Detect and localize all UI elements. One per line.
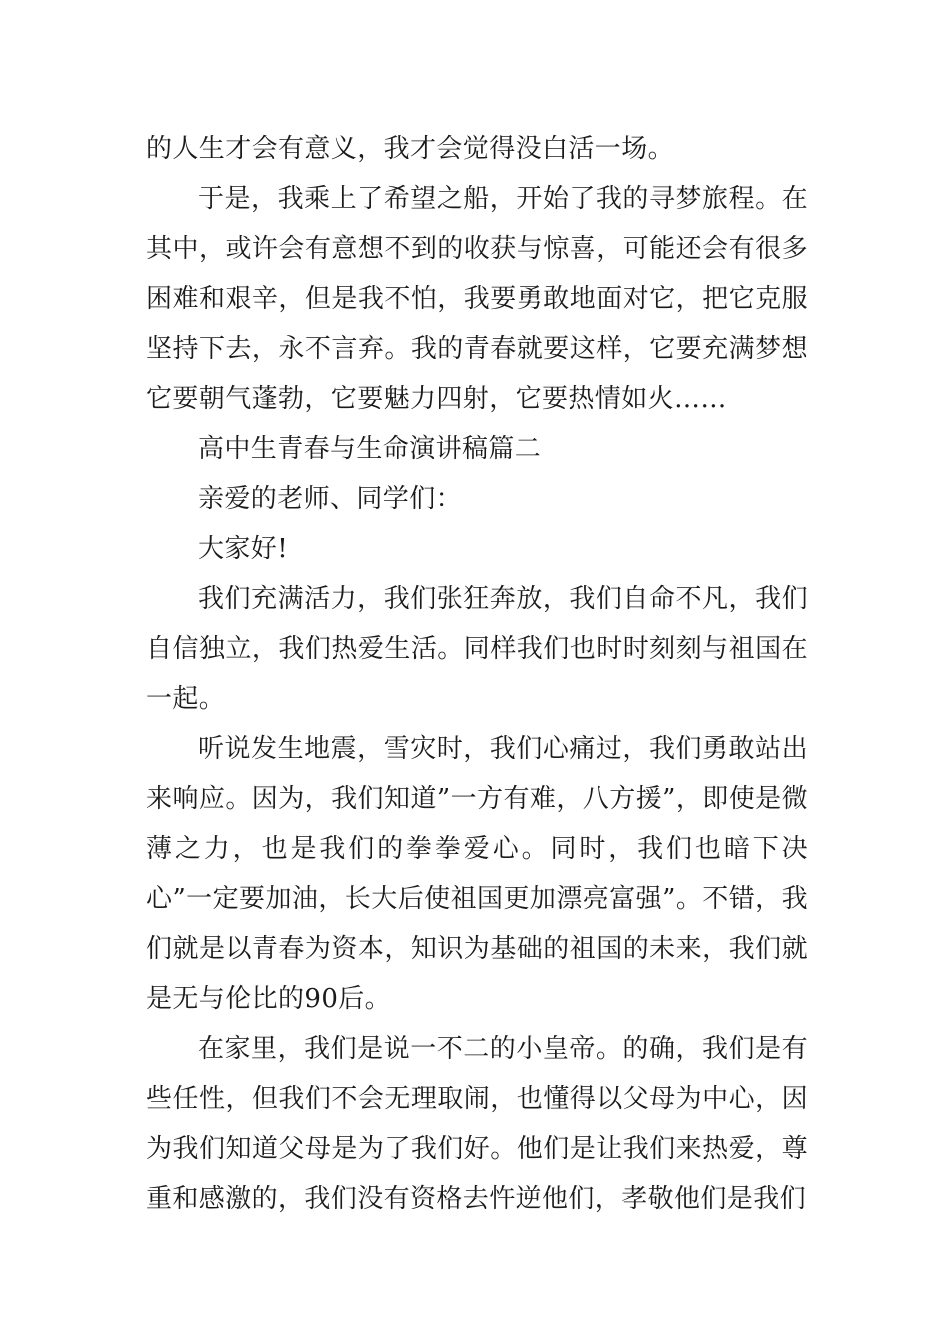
paragraph-1: 的人生才会有意义，我才会觉得没白活一场。 — [146, 134, 675, 164]
paragraph-8: 在家里，我们是说一不二的小皇帝。的确，我们是有些任性，但我们不会无理取闹，也懂得以父母为中心，因为我们知道父母是为了我们好。他们是让我们来热爱，尊重和感激的，我们没有资格去忤逆他们，孝敬他们是我们 — [146, 1034, 808, 1214]
document-body — [146, 124, 808, 1224]
paragraph-6: 我们充满活力，我们张狂奔放，我们自命不凡，我们自信独立，我们热爱生活。同样我们也时时刻刻与祖国在一起。 — [146, 584, 808, 714]
section-heading: 高中生青春与生命演讲稿篇二 — [198, 434, 542, 464]
greeting: 大家好! — [198, 534, 289, 564]
paragraph-2: 于是，我乘上了希望之船，开始了我的寻梦旅程。在其中，或许会有意想不到的收获与惊喜，可能还会有很多困难和艰辛，但是我不怕，我要勇敢地面对它，把它克服坚持下去，永不言弃。我的青春就要这样，它要充满梦想它要朝气蓬勃，它要魅力四射，它要热情如火…… — [146, 184, 808, 414]
paragraph-7: 听说发生地震，雪灾时，我们心痛过，我们勇敢站出来响应。因为，我们知道”一方有难，八方援”，即使是微薄之力，也是我们的拳拳爱心。同时，我们也暗下决心”一定要加油，长大后使祖国更加漂亮富强”。不错，我们就是以青春为资本，知识为基础的祖国的未来，我们就是无与伦比的90后。 — [146, 734, 808, 1014]
salutation: 亲爱的老师、同学们： — [198, 484, 463, 514]
